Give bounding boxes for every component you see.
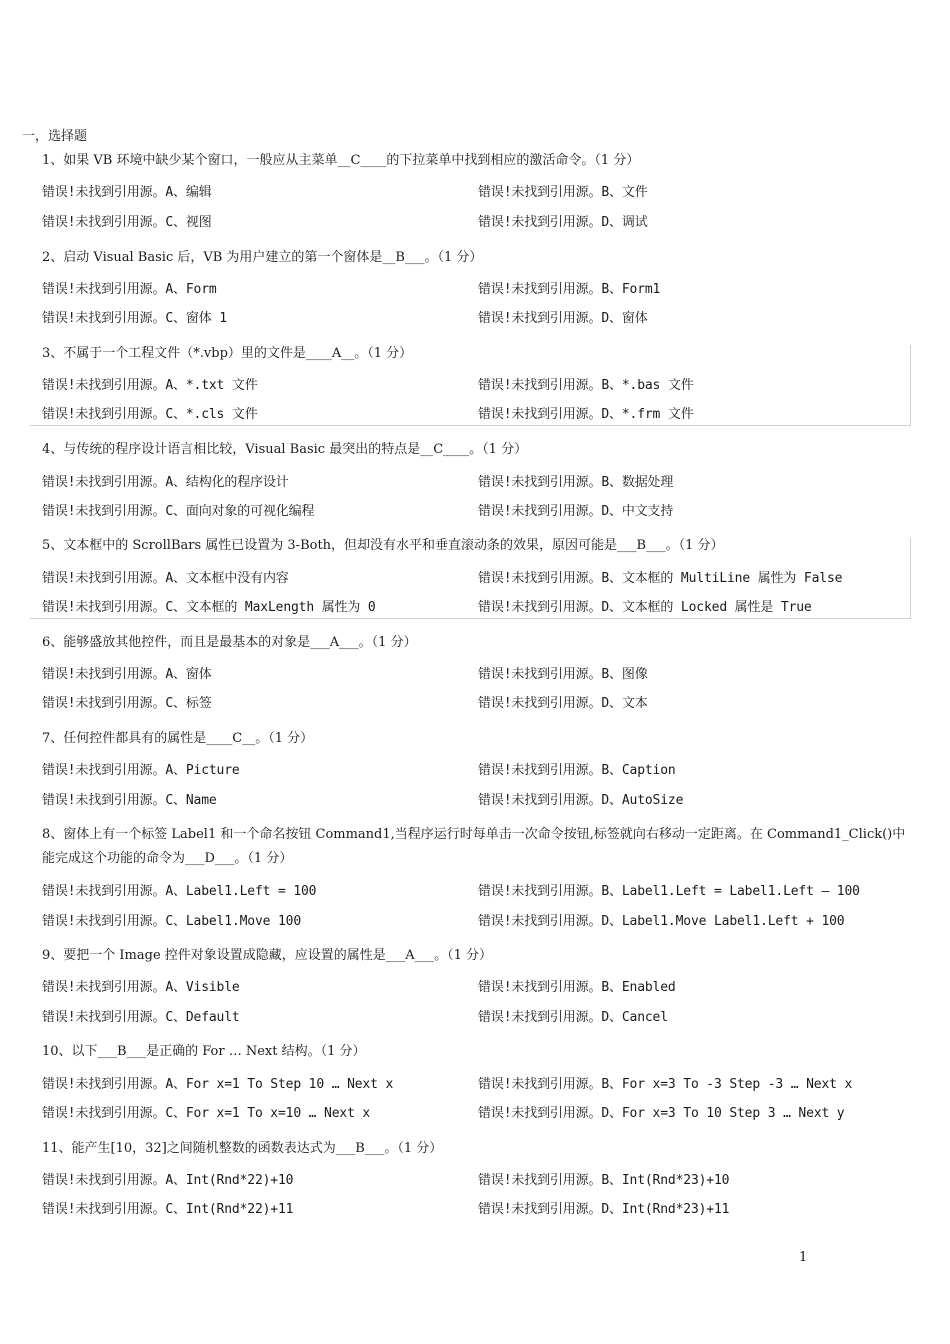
question-stem: 7、任何控件都具有的属性是____C__。（1 分） xyxy=(42,731,314,746)
option-c: 错误!未找到引用源。C、视图 xyxy=(42,215,212,230)
option-a: 错误!未找到引用源。A、For x=1 To Step 10 … Next x xyxy=(42,1077,394,1092)
option-a: 错误!未找到引用源。A、Label1.Left = 100 xyxy=(42,884,317,899)
option-b: 错误!未找到引用源。B、Int(Rnd*23)+10 xyxy=(478,1173,730,1188)
option-d: 错误!未找到引用源。D、Label1.Move Label1.Left + 100 xyxy=(478,914,845,929)
option-d: 错误!未找到引用源。D、文本框的 Locked 属性是 True xyxy=(478,600,812,615)
option-b: 错误!未找到引用源。B、For x=3 To -3 Step -3 … Next x xyxy=(478,1077,853,1092)
question-stem: 3、不属于一个工程文件（*.vbp）里的文件是____A__。（1 分） xyxy=(42,346,413,361)
option-a: 错误!未找到引用源。A、Form xyxy=(42,282,217,297)
option-c: 错误!未找到引用源。C、Label1.Move 100 xyxy=(42,914,302,929)
option-a: 错误!未找到引用源。A、Visible xyxy=(42,980,240,995)
option-b: 错误!未找到引用源。B、文本框的 MultiLine 属性为 False xyxy=(478,571,843,586)
option-d: 错误!未找到引用源。D、*.frm 文件 xyxy=(478,407,694,422)
option-c: 错误!未找到引用源。C、Name xyxy=(42,793,217,808)
question-stem: 4、与传统的程序设计语言相比较，Visual Basic 最突出的特点是__C____。（1 分） xyxy=(42,442,528,457)
option-a: 错误!未找到引用源。A、Int(Rnd*22)+10 xyxy=(42,1173,294,1188)
option-c: 错误!未找到引用源。C、窗体 1 xyxy=(42,311,227,326)
option-c: 错误!未找到引用源。C、*.cls 文件 xyxy=(42,407,258,422)
question-stem: 11、能产生[10，32]之间随机整数的函数表达式为___B___。（1 分） xyxy=(42,1141,443,1156)
option-d: 错误!未找到引用源。D、中文支持 xyxy=(478,504,674,519)
option-d: 错误!未找到引用源。D、Cancel xyxy=(478,1010,668,1025)
option-b: 错误!未找到引用源。B、Form1 xyxy=(478,282,661,297)
question-stem: 8、窗体上有一个标签 Label1 和一个命名按钮 Command1,当程序运行时每单击一次命令按钮,标签就向右移动一定距离。在 Command1_Click()中能完成这个功能的命令为___D___。（1 分） xyxy=(42,827,906,866)
option-c: 错误!未找到引用源。C、For x=1 To x=10 … Next x xyxy=(42,1106,371,1121)
option-d: 错误!未找到引用源。D、For x=3 To 10 Step 3 … Next y xyxy=(478,1106,845,1121)
option-b: 错误!未找到引用源。B、Enabled xyxy=(478,980,676,995)
question-stem: 1、如果 VB 环境中缺少某个窗口，一般应从主菜单__C____的下拉菜单中找到相应的激活命令。（1 分） xyxy=(42,153,640,168)
section-title: 一，选择题 xyxy=(22,129,88,144)
option-a: 错误!未找到引用源。A、*.txt 文件 xyxy=(42,378,258,393)
question-stem: 6、能够盛放其他控件，而且是最基本的对象是___A___。（1 分） xyxy=(42,635,417,650)
option-a: 错误!未找到引用源。A、Picture xyxy=(42,763,240,778)
option-c: 错误!未找到引用源。C、Default xyxy=(42,1010,240,1025)
option-b: 错误!未找到引用源。B、图像 xyxy=(478,667,648,682)
option-b: 错误!未找到引用源。B、文件 xyxy=(478,185,648,200)
option-c: 错误!未找到引用源。C、面向对象的可视化编程 xyxy=(42,504,315,519)
option-a: 错误!未找到引用源。A、文本框中没有内容 xyxy=(42,571,289,586)
question-stem: 2、启动 Visual Basic 后，VB 为用户建立的第一个窗体是__B___。（1 分） xyxy=(42,250,483,265)
page-number: 1 xyxy=(799,1250,808,1265)
question-stem: 5、文本框中的 ScrollBars 属性已设置为 3-Both，但却没有水平和垂直滚动条的效果，原因可能是___B___。（1 分） xyxy=(42,538,724,553)
option-c: 错误!未找到引用源。C、文本框的 MaxLength 属性为 0 xyxy=(42,600,376,615)
option-c: 错误!未找到引用源。C、Int(Rnd*22)+11 xyxy=(42,1202,294,1217)
option-c: 错误!未找到引用源。C、标签 xyxy=(42,696,212,711)
option-b: 错误!未找到引用源。B、Label1.Left = Label1.Left – 100 xyxy=(478,884,860,899)
option-a: 错误!未找到引用源。A、窗体 xyxy=(42,667,212,682)
option-b: 错误!未找到引用源。B、*.bas 文件 xyxy=(478,378,694,393)
question-stem: 10、以下___B___是正确的 For … Next 结构。（1 分） xyxy=(42,1044,366,1059)
option-d: 错误!未找到引用源。D、调试 xyxy=(478,215,648,230)
option-b: 错误!未找到引用源。B、数据处理 xyxy=(478,475,674,490)
option-d: 错误!未找到引用源。D、Int(Rnd*23)+11 xyxy=(478,1202,730,1217)
option-d: 错误!未找到引用源。D、窗体 xyxy=(478,311,648,326)
question-stem: 9、要把一个 Image 控件对象设置成隐藏，应设置的属性是___A___。（1 分） xyxy=(42,948,493,963)
option-b: 错误!未找到引用源。B、Caption xyxy=(478,763,676,778)
option-a: 错误!未找到引用源。A、编辑 xyxy=(42,185,212,200)
option-d: 错误!未找到引用源。D、AutoSize xyxy=(478,793,684,808)
option-d: 错误!未找到引用源。D、文本 xyxy=(478,696,648,711)
option-a: 错误!未找到引用源。A、结构化的程序设计 xyxy=(42,475,289,490)
